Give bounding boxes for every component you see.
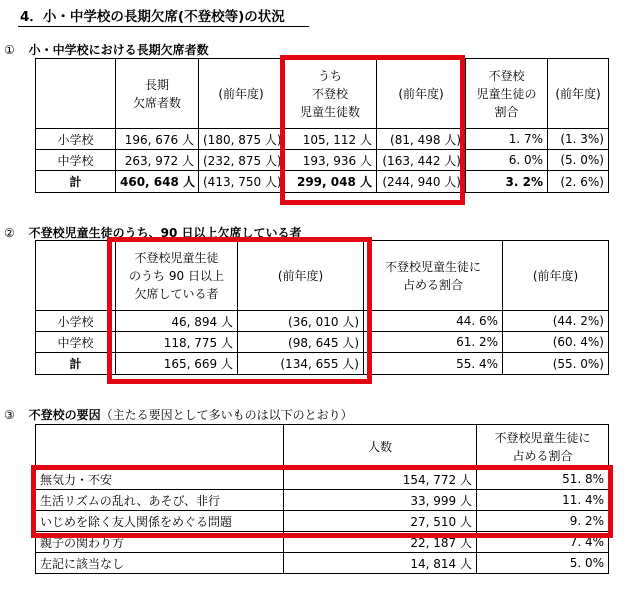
table-cell: 22, 187 人 [284,532,477,553]
long-absence-90days-table [35,240,609,375]
row-label: 中学校 [36,332,116,353]
row-label: 小学校 [36,129,116,150]
table-cell: 3. 2% [466,171,548,193]
section2-title: 不登校児童生徒のうち、90 日以上欠席している者 [28,226,302,240]
long-absence-table [35,58,609,193]
table-row [36,511,609,532]
row-label: 小学校 [36,311,116,332]
section2-number: ② [4,226,15,240]
table-cell: 154, 772 人 [284,469,477,490]
title-underline [18,26,309,27]
table-cell: 33, 999 人 [284,490,477,511]
table-cell: (180, 875 人) [199,129,284,150]
table-cell: 196, 676 人 [116,129,199,150]
table-cell: (98, 645 人) [238,332,364,353]
table-total-row [36,171,609,193]
table-row [36,150,609,171]
row-label: いじめを除く友人関係をめぐる問題 [36,511,284,532]
header-prev-year: (前年度) [548,59,609,129]
header-prev-year: (前年度) [503,241,609,311]
section3-number: ③ [4,408,15,422]
header-prev-year: (前年度) [377,59,466,129]
header-empty-cell [36,59,116,129]
row-label: 生活リズムの乱れ、あそび、非行 [36,490,284,511]
table-cell: 1. 7% [466,129,548,150]
section1-heading [4,41,209,58]
header-count: 人数 [284,425,477,469]
table-cell: 9. 2% [477,511,609,532]
table-cell: (163, 442 人) [377,150,466,171]
table-row [36,469,609,490]
header-futoko-ratio: 不登校 児童生徒の 割合 [466,59,548,129]
page-title: 4．小・中学校の長期欠席(不登校等)の状況 [20,9,285,25]
table-cell: (413, 750 人) [199,171,284,193]
table-cell: (55. 0%) [503,353,609,375]
table-cell: 11. 4% [477,490,609,511]
row-label: 左記に該当なし [36,553,284,574]
row-label: 親子の関わり方 [36,532,284,553]
table-cell: (44. 2%) [503,311,609,332]
header-futoko-count: うち 不登校 児童生徒数 [284,59,377,129]
table-cell: 14, 814 人 [284,553,477,574]
table-cell: (81, 498 人) [377,129,466,150]
table-cell: 165, 669 人 [116,353,238,375]
header-ratio: 不登校児童生徒に 占める割合 [477,425,609,469]
table-row [36,129,609,150]
table-cell: 5. 0% [477,553,609,574]
table-cell: (60. 4%) [503,332,609,353]
section3-heading [4,406,353,423]
table-cell: 460, 648 人 [116,171,199,193]
table-cell: 27, 510 人 [284,511,477,532]
table-cell: 46, 894 人 [116,311,238,332]
table-cell: (244, 940 人) [377,171,466,193]
table-cell: 44. 6% [364,311,503,332]
table-cell: (36, 010 人) [238,311,364,332]
futoko-cause-table [35,424,609,574]
table-cell: 55. 4% [364,353,503,375]
table-row [36,332,609,353]
table-cell: (134, 655 人) [238,353,364,375]
table-cell: (2. 6%) [548,171,609,193]
table-cell: 51. 8% [477,469,609,490]
table-cell: 263, 972 人 [116,150,199,171]
section1-title: 小・中学校における長期欠席者数 [28,43,209,57]
table-cell: 61. 2% [364,332,503,353]
table-row [36,553,609,574]
table-header-row [36,241,609,311]
table-row [36,532,609,553]
row-label: 計 [36,171,116,193]
row-label: 中学校 [36,150,116,171]
table-cell: 299, 048 人 [284,171,377,193]
table-row [36,311,609,332]
table-header-row [36,425,609,469]
header-ratio: 不登校児童生徒に 占める割合 [364,241,503,311]
table-total-row [36,353,609,375]
table-cell: (232, 875 人) [199,150,284,171]
row-label: 無気力・不安 [36,469,284,490]
table-cell: 7. 4% [477,532,609,553]
header-prev-year: (前年度) [238,241,364,311]
table-header-row [36,59,609,129]
section3-note: （主たる要因として多いものは以下のとおり） [100,408,353,422]
table-cell: 6. 0% [466,150,548,171]
header-long-absent: 長期 欠席者数 [116,59,199,129]
table-cell: 105, 112 人 [284,129,377,150]
table-cell: 193, 936 人 [284,150,377,171]
header-90days: 不登校児童生徒 のうち 90 日以上 欠席している者 [116,241,238,311]
table-row [36,490,609,511]
section3-title: 不登校の要因 [28,408,101,422]
row-label: 計 [36,353,116,375]
table-cell: (5. 0%) [548,150,609,171]
section1-number: ① [4,43,15,57]
header-empty-cell [36,241,116,311]
header-prev-year: (前年度) [199,59,284,129]
section2-heading [4,224,301,241]
table-cell: 118, 775 人 [116,332,238,353]
header-empty-cell [36,425,284,469]
table-cell: (1. 3%) [548,129,609,150]
